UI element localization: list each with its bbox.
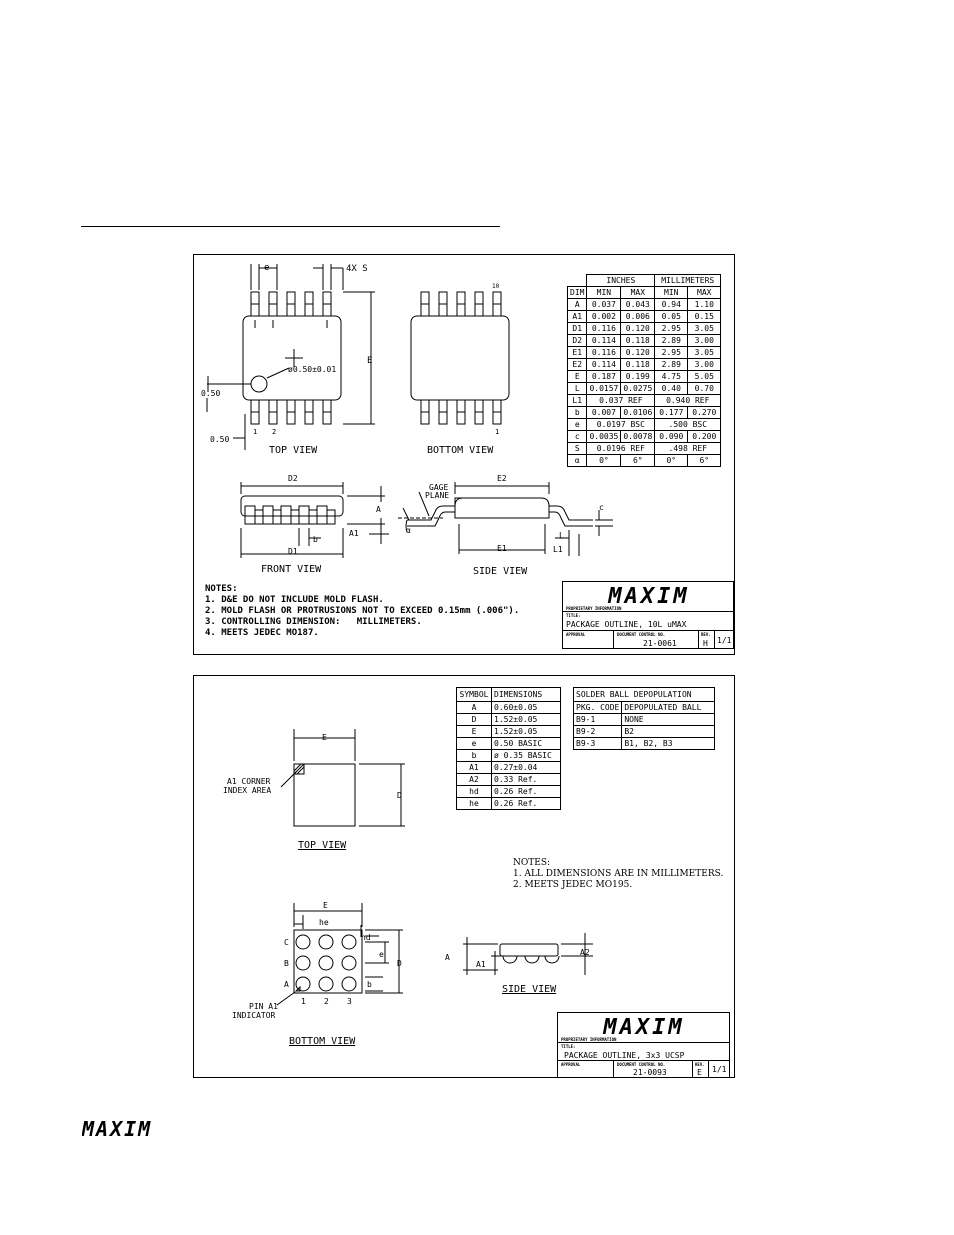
- maxim-logo: [562, 1015, 726, 1037]
- row-A-label: A: [284, 980, 289, 989]
- ucsp-bottom-E-label: E: [323, 901, 328, 910]
- ucsp-hd-label: hd: [361, 933, 371, 942]
- pin2-label: 2: [272, 428, 277, 436]
- header-mm: MILLIMETERS: [655, 275, 721, 287]
- ucsp-b-label: b: [367, 980, 372, 989]
- footer-maxim-logo: [82, 1116, 194, 1140]
- ucsp-title-block: MAXIM PROPRIETARY INFORMATION TITLE: PACKAGE OUTLINE, 3x3 UCSP APPROVAL DOCUMENT CONTROL NO. 21-0093 REV. E 1/1: [557, 1012, 730, 1078]
- ucsp-A2-label: A2: [580, 948, 590, 957]
- table-row: L 0.0157 0.0275 0.40 0.70: [568, 383, 721, 395]
- ucsp-e-label: e: [379, 950, 384, 959]
- a1-corner-label: A1 CORNER: [227, 777, 271, 786]
- table-row: B9-1 NONE: [574, 714, 715, 726]
- bottom-view-label: BOTTOM VIEW: [427, 445, 494, 456]
- table-row: hd 0.26 Ref.: [457, 786, 561, 798]
- header-rule: [81, 226, 500, 227]
- table-row: b ø 0.35 BASIC: [457, 750, 561, 762]
- row-C-label: C: [284, 938, 289, 947]
- dim-E-label: E: [367, 356, 373, 366]
- ucsp-A1-label: A1: [476, 960, 486, 969]
- table-row: E 1.52±0.05: [457, 726, 561, 738]
- ucsp-top-E-label: E: [322, 733, 327, 742]
- umax-title-block: MAXIM PROPRIETARY INFORMATION TITLE: PACKAGE OUTLINE, 10L uMAX APPROVAL DOCUMENT CONTROL NO. 21-0061 REV. H 1/1: [562, 581, 734, 649]
- ucsp-side-view-label: SIDE VIEW: [502, 984, 557, 995]
- dim-050b-label: 0.50: [210, 435, 230, 444]
- dim-b-label: b: [313, 535, 318, 544]
- table-row: he 0.26 Ref.: [457, 798, 561, 810]
- col-3-label: 3: [347, 997, 352, 1006]
- a1-index-label: INDEX AREA: [223, 786, 272, 795]
- ucsp-title: PACKAGE OUTLINE, 3x3 UCSP: [564, 1051, 685, 1060]
- pin1-label: 1: [253, 428, 258, 436]
- table-row: A1 0.002 0.006 0.05 0.15: [568, 311, 721, 323]
- col-2-label: 2: [324, 997, 329, 1006]
- col-1-label: 1: [301, 997, 306, 1006]
- table-row: A 0.037 0.043 0.94 1.10: [568, 299, 721, 311]
- svg-text:MAXIM: MAXIM: [82, 1117, 153, 1140]
- table-row: A 0.60±0.05: [457, 702, 561, 714]
- dim-050a-label: 0.50: [201, 389, 221, 398]
- dim-4x-s-label: 4X S: [346, 264, 368, 274]
- ucsp-A-label: A: [445, 953, 450, 962]
- alpha-label: α: [406, 526, 411, 535]
- pin-a1-indicator-label: INDICATOR: [232, 1011, 276, 1020]
- svg-text:MAXIM: MAXIM: [608, 584, 690, 606]
- ucsp-doc-no: 21-0093: [633, 1068, 667, 1077]
- table-row: A2 0.33 Ref.: [457, 774, 561, 786]
- dim-c-label: c: [599, 503, 604, 512]
- table-row: D 1.52±0.05: [457, 714, 561, 726]
- header-inches: INCHES: [587, 275, 655, 287]
- table-row: e 0.0197 BSC .500 BSC: [568, 419, 721, 431]
- table-row: E 0.187 0.199 4.75 5.05: [568, 371, 721, 383]
- ucsp-dimension-table: SYMBOL DIMENSIONS A 0.60±0.05 D 1.52±0.05 E 1.52±0.05 e 0.50 BASIC b ø 0.35 BASIC A1 0.27±0.04 A2 0.33 Ref. hd 0.26 Ref. he 0.26 Ref.: [456, 687, 561, 810]
- dim-e-label: e: [264, 263, 270, 273]
- dim-D1-label: D1: [288, 547, 298, 556]
- ucsp-bottom-view-label: BOTTOM VIEW: [289, 1036, 356, 1047]
- svg-text:MAXIM: MAXIM: [603, 1015, 685, 1037]
- ucsp-bottom-D-label: D: [397, 959, 402, 968]
- side-view-label: SIDE VIEW: [473, 566, 528, 577]
- umax-notes: NOTES: 1. D&E DO NOT INCLUDE MOLD FLASH. 2. MOLD FLASH OR PROTRUSIONS NOT TO EXCEED 0.15mm (.006"). 3. CONTROLLING DIMENSION: MILLIMETERS. 4. MEETS JEDEC MO187.: [205, 584, 520, 638]
- ucsp-top-view-label: TOP VIEW: [298, 840, 347, 851]
- ucsp-notes: NOTES: 1. ALL DIMENSIONS ARE IN MILLIMETERS. 2. MEETS JEDEC MO195.: [513, 858, 724, 890]
- table-row: L1 0.037 REF 0.940 REF: [568, 395, 721, 407]
- umax-doc-no: 21-0061: [643, 639, 677, 648]
- umax-dimension-table: INCHES MILLIMETERS DIM MIN MAX MIN MAX A 0.037 0.043 0.94 1.10 A1 0.002 0.006 0.05 0.15 D1 0.116 0.120 2.95 3.05 D2 0.114 0.118 2.89 3.00 E1 0.116 0.120 2.95 3.05 E2 0.114 0.118 2.89 3.00 E 0.187 0.199 4.75 5.05 L 0.0157 0.0275 0.40 0.70 L1 0.037 REF 0.940 REF b 0.007 0.0106 0.177 0.270 e 0.0197 BSC .500 BSC c 0.0035 0.0078 0.090 0.200 S 0.0196 REF .498 REF α 0° 6° 0° 6°: [567, 274, 721, 467]
- table-row: B9-2 B2: [574, 726, 715, 738]
- ucsp-he-label: he: [319, 918, 329, 927]
- plane-label: PLANE: [425, 491, 450, 500]
- table-row: b 0.007 0.0106 0.177 0.270: [568, 407, 721, 419]
- depopulation-table: SOLDER BALL DEPOPULATION PKG. CODE DEPOPULATED BALL B9-1 NONE B9-2 B2 B9-3 B1, B2, B3: [573, 687, 715, 750]
- table-row: c 0.0035 0.0078 0.090 0.200: [568, 431, 721, 443]
- dim-A-label: A: [376, 505, 381, 514]
- table-row: D1 0.116 0.120 2.95 3.05: [568, 323, 721, 335]
- dim-phi-label: ø0.50±0.01: [288, 365, 337, 374]
- dim-E2-label: E2: [497, 474, 507, 483]
- gage-label: GAGE: [429, 483, 449, 492]
- table-row: α 0° 6° 0° 6°: [568, 455, 721, 467]
- table-row: e 0.50 BASIC: [457, 738, 561, 750]
- dim-D2-label: D2: [288, 474, 298, 483]
- table-row: B9-3 B1, B2, B3: [574, 738, 715, 750]
- pin10-label: 10: [492, 283, 500, 290]
- maxim-logo: [567, 584, 731, 606]
- pin-a1-label: PIN A1: [249, 1002, 278, 1011]
- table-row: E2 0.114 0.118 2.89 3.00: [568, 359, 721, 371]
- umax-title: PACKAGE OUTLINE, 10L uMAX: [566, 620, 687, 629]
- front-view-label: FRONT VIEW: [261, 564, 322, 575]
- dim-A1-label: A1: [349, 529, 359, 538]
- dim-E1-label: E1: [497, 544, 507, 553]
- dim-L-label: L: [559, 531, 564, 540]
- table-row: A1 0.27±0.04: [457, 762, 561, 774]
- table-row: S 0.0196 REF .498 REF: [568, 443, 721, 455]
- ucsp-top-D-label: D: [397, 791, 402, 800]
- table-row: E1 0.116 0.120 2.95 3.05: [568, 347, 721, 359]
- table-row: D2 0.114 0.118 2.89 3.00: [568, 335, 721, 347]
- row-B-label: B: [284, 959, 289, 968]
- top-view-label: TOP VIEW: [269, 445, 318, 456]
- pin1b-label: 1: [495, 428, 500, 436]
- dim-L1-label: L1: [553, 545, 563, 554]
